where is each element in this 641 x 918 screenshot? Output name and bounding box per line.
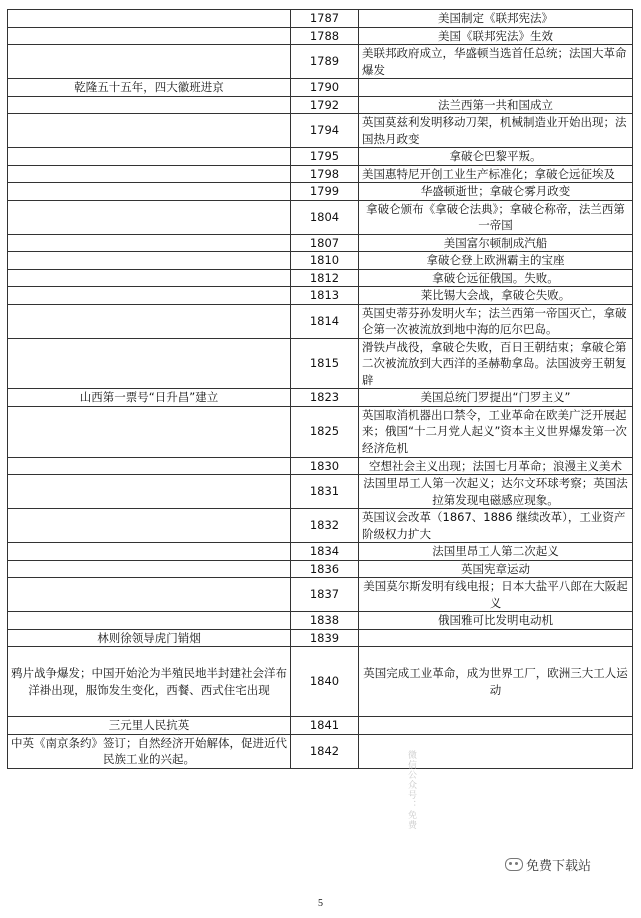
year-cell: 1807 (291, 234, 359, 252)
world-event-cell: 拿破仑巴黎平叛。 (359, 148, 633, 166)
world-event-cell: 英国完成工业革命，成为世界工厂，欧洲三大工人运动 (359, 647, 633, 717)
table-row (8, 183, 633, 201)
table-row (8, 734, 633, 768)
world-event-cell: 华盛顿逝世；拿破仑雾月政变 (359, 183, 633, 201)
table-row (8, 717, 633, 735)
table-row (8, 287, 633, 305)
china-event-cell (8, 27, 291, 45)
world-event-cell: 滑铁卢战役，拿破仑失败，百日王朝结束；拿破仑第二次被流放到大西洋的圣赫勒拿岛。法国波旁王朝复辟 (359, 338, 633, 389)
year-cell: 1841 (291, 717, 359, 735)
year-cell: 1831 (291, 475, 359, 509)
world-event-cell: 拿破仑远征俄国。失败。 (359, 269, 633, 287)
year-cell: 1789 (291, 45, 359, 79)
world-event-cell: 俄国雅可比发明电动机 (359, 612, 633, 630)
world-event-cell (359, 79, 633, 97)
world-event-cell: 美联邦政府成立，华盛顿当选首任总统；法国大革命爆发 (359, 45, 633, 79)
world-event-cell: 拿破仑颁布《拿破仑法典》；拿破仑称帝，法兰西第一帝国 (359, 200, 633, 234)
china-event-cell (8, 148, 291, 166)
year-cell: 1830 (291, 457, 359, 475)
table-row (8, 389, 633, 407)
world-event-cell: 法国里昂工人第一次起义；达尔文环球考察；英国法拉第发现电磁感应现象。 (359, 475, 633, 509)
china-event-cell: 乾隆五十五年，四大徽班进京 (8, 79, 291, 97)
table-row (8, 457, 633, 475)
year-cell: 1836 (291, 560, 359, 578)
china-event-cell (8, 165, 291, 183)
table-row (8, 578, 633, 612)
world-event-cell: 美国莫尔斯发明有线电报；日本大盐平八郎在大阪起义 (359, 578, 633, 612)
china-event-cell (8, 543, 291, 561)
china-event-cell (8, 509, 291, 543)
table-row (8, 612, 633, 630)
year-cell: 1842 (291, 734, 359, 768)
china-event-cell (8, 457, 291, 475)
world-event-cell: 拿破仑登上欧洲霸主的宝座 (359, 252, 633, 270)
table-row (8, 114, 633, 148)
china-event-cell (8, 269, 291, 287)
world-event-cell: 法兰西第一共和国成立 (359, 96, 633, 114)
year-cell: 1832 (291, 509, 359, 543)
year-cell: 1840 (291, 647, 359, 717)
table-row (8, 647, 633, 717)
china-event-cell (8, 287, 291, 305)
table-row (8, 475, 633, 509)
world-event-cell: 莱比锡大会战，拿破仑失败。 (359, 287, 633, 305)
china-event-cell (8, 612, 291, 630)
world-event-cell: 英国取消机器出口禁令，工业革命在欧美广泛开展起来；俄国“十二月党人起义”资本主义世界爆发第一次经济危机 (359, 406, 633, 457)
year-cell: 1794 (291, 114, 359, 148)
world-event-cell: 英国宪章运动 (359, 560, 633, 578)
table-row (8, 10, 633, 28)
table-row (8, 96, 633, 114)
table-row (8, 148, 633, 166)
year-cell: 1814 (291, 304, 359, 338)
china-event-cell (8, 10, 291, 28)
year-cell: 1837 (291, 578, 359, 612)
year-cell: 1799 (291, 183, 359, 201)
table-row (8, 234, 633, 252)
table-row (8, 406, 633, 457)
table-row (8, 165, 633, 183)
table-row (8, 338, 633, 389)
wechat-icon (505, 858, 523, 871)
table-row (8, 304, 633, 338)
year-cell: 1839 (291, 629, 359, 647)
china-event-cell (8, 183, 291, 201)
faint-watermark: 微信公众号：免费 (406, 750, 416, 830)
timeline-table (7, 9, 633, 769)
china-event-cell: 三元里人民抗英 (8, 717, 291, 735)
table-row (8, 560, 633, 578)
china-event-cell (8, 234, 291, 252)
china-event-cell (8, 406, 291, 457)
year-cell: 1812 (291, 269, 359, 287)
world-event-cell: 法国里昂工人第二次起义 (359, 543, 633, 561)
world-event-cell (359, 629, 633, 647)
year-cell: 1813 (291, 287, 359, 305)
table-row (8, 543, 633, 561)
china-event-cell (8, 560, 291, 578)
china-event-cell (8, 578, 291, 612)
year-cell: 1795 (291, 148, 359, 166)
world-event-cell (359, 717, 633, 735)
china-event-cell (8, 338, 291, 389)
world-event-cell (359, 734, 633, 768)
table-row (8, 27, 633, 45)
table-row (8, 200, 633, 234)
china-event-cell (8, 114, 291, 148)
watermark (505, 855, 591, 874)
year-cell: 1810 (291, 252, 359, 270)
china-event-cell: 鸦片战争爆发；中国开始沦为半殖民地半封建社会洋布洋褂出现，服饰发生变化，西餐、西式住宅出现 (8, 647, 291, 717)
year-cell: 1792 (291, 96, 359, 114)
year-cell: 1834 (291, 543, 359, 561)
year-cell: 1815 (291, 338, 359, 389)
year-cell: 1787 (291, 10, 359, 28)
page-number: 5 (318, 898, 323, 909)
world-event-cell: 美国惠特尼开创工业生产标准化；拿破仑远征埃及 (359, 165, 633, 183)
table-row (8, 79, 633, 97)
china-event-cell (8, 200, 291, 234)
world-event-cell: 英国史蒂芬孙发明火车；法兰西第一帝国灭亡，拿破仑第一次被流放到地中海的厄尔巴岛。 (359, 304, 633, 338)
year-cell: 1788 (291, 27, 359, 45)
table-row (8, 252, 633, 270)
year-cell: 1825 (291, 406, 359, 457)
year-cell: 1798 (291, 165, 359, 183)
year-cell: 1804 (291, 200, 359, 234)
world-event-cell: 美国《联邦宪法》生效 (359, 27, 633, 45)
world-event-cell: 英国莫兹利发明移动刀架，机械制造业开始出现；法国热月政变 (359, 114, 633, 148)
china-event-cell: 中英《南京条约》签订；自然经济开始解体，促进近代民族工业的兴起。 (8, 734, 291, 768)
china-event-cell (8, 304, 291, 338)
china-event-cell (8, 475, 291, 509)
table-row (8, 629, 633, 647)
china-event-cell (8, 45, 291, 79)
world-event-cell: 英国议会改革（1867、1886 继续改革），工业资产阶级权力扩大 (359, 509, 633, 543)
world-event-cell: 空想社会主义出现；法国七月革命；浪漫主义美术 (359, 457, 633, 475)
china-event-cell (8, 96, 291, 114)
china-event-cell (8, 252, 291, 270)
world-event-cell: 美国富尔顿制成汽船 (359, 234, 633, 252)
year-cell: 1823 (291, 389, 359, 407)
table-row (8, 45, 633, 79)
year-cell: 1838 (291, 612, 359, 630)
china-event-cell: 山西第一票号“日升昌”建立 (8, 389, 291, 407)
watermark-label: 免费下载站 (526, 859, 592, 874)
world-event-cell: 美国制定《联邦宪法》 (359, 10, 633, 28)
world-event-cell: 美国总统门罗提出“门罗主义” (359, 389, 633, 407)
table-row (8, 509, 633, 543)
china-event-cell: 林则徐领导虎门销烟 (8, 629, 291, 647)
table-row (8, 269, 633, 287)
year-cell: 1790 (291, 79, 359, 97)
